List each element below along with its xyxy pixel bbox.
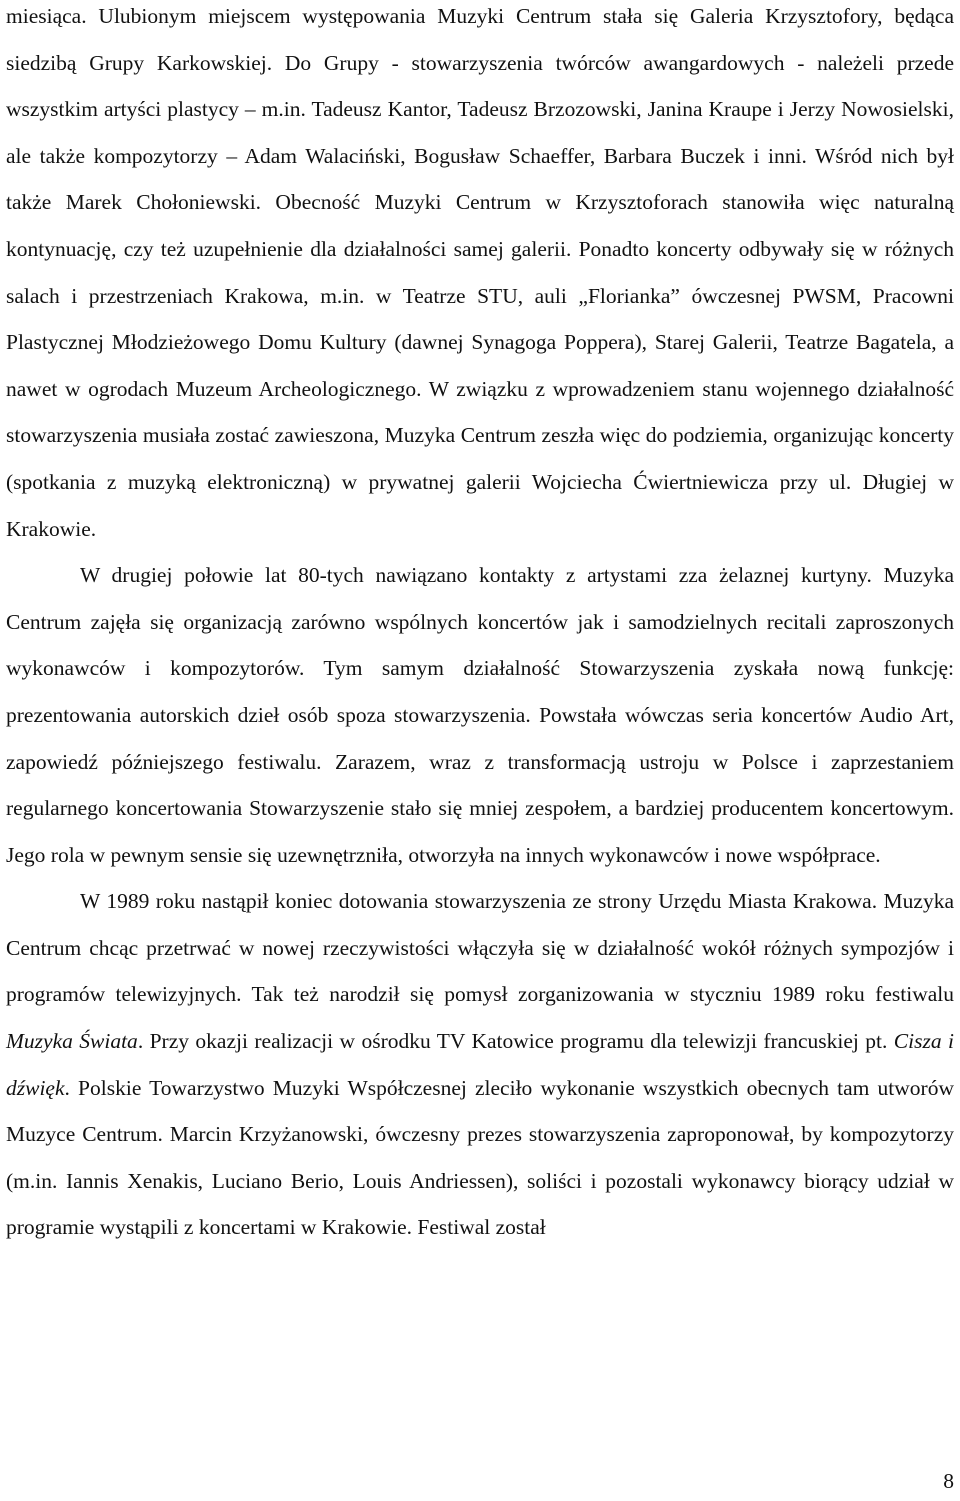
- paragraph-text: . Przy okazji realizacji w ośrodku TV Katowice programu dla telewizji francuskiej pt.: [137, 1029, 894, 1054]
- paragraph-text: W 1989 roku nastąpił koniec dotowania stowarzyszenia ze strony Urzędu Miasta Krakowa. Muzyka Centrum chcąc przetrwać w nowej rzeczywistości włączyła się w działalność wokół różnych sympozjów i programów telewizyjnych. Tak też narodził się pomysł zorganizowania w styczniu 1989 roku festiwalu: [6, 889, 954, 1007]
- italic-title-muzyka-swiata: Muzyka Świata: [6, 1029, 138, 1054]
- body-text: [6, 0, 954, 1251]
- paragraph-3: [6, 878, 954, 1251]
- paragraph-2: [6, 552, 954, 878]
- paragraph-text: miesiąca. Ulubionym miejscem występowania Muzyki Centrum stała się Galeria Krzysztofory, będąca siedzibą Grupy Karkowskiej. Do Grupy - stowarzyszenia twórców awangardowych - należeli przede wszystkim artyści plastycy – m.in. Tadeusz Kantor, Tadeusz Brzozowski, Janina Kraupe i Jerzy Nowosielski, ale także kompozytorzy – Adam Walaciński, Bogusław Schaeffer, Barbara Buczek i inni. Wśród nich był także Marek Chołoniewski. Obecność Muzyki Centrum w Krzysztoforach stanowiła więc naturalną kontynuację, czy też uzupełnienie dla działalności samej galerii. Ponadto koncerty odbywały się w różnych salach i przestrzeniach Krakowa, m.in. w Teatrze STU, auli „Florianka” ówczesnej PWSM, Pracowni Plastycznej Młodzieżowego Domu Kultury (dawnej Synagoga Poppera), Starej Galerii, Teatrze Bagatela, a nawet w ogrodach Muzeum Archeologicznego. W związku z wprowadzeniem stanu wojennego działalność stowarzyszenia musiała zostać zawieszona, Muzyka Centrum zeszła więc do podziemia, organizując koncerty (spotkania z muzyką elektroniczną) w prywatnej galerii Wojciecha Ćwiertniewicza przy ul. Długiej w Krakowie.: [6, 4, 954, 541]
- page-number: 8: [943, 1469, 954, 1493]
- paragraph-text: W drugiej połowie lat 80-tych nawiązano kontakty z artystami zza żelaznej kurtyny. Muzyka Centrum zajęła się organizacją zarówno wspólnych koncertów jak i samodzielnych recitali zaproszonych wykonawców i kompozytorów. Tym samym działalność Stowarzyszenia zyskała nową funkcję: prezentowania autorskich dzieł osób spoza stowarzyszenia. Powstała wówczas seria koncertów Audio Art, zapowiedź późniejszego festiwalu. Zarazem, wraz z transformacją ustroju w Polsce i zaprzestaniem regularnego koncertowania Stowarzyszenie stało się mniej zespołem, a bardziej producentem koncertowym. Jego rola w pewnym sensie się uzewnętrzniła, otworzyła na innych wykonawców i nowe współprace.: [6, 563, 954, 867]
- italic-title-cisza-i-dzwiek: Cisza i dźwięk: [6, 1029, 954, 1100]
- paragraph-1: [6, 0, 954, 552]
- paragraph-text: . Polskie Towarzystwo Muzyki Współczesnej zleciło wykonanie wszystkich obecnych tam utworów Muzyce Centrum. Marcin Krzyżanowski, ówczesny prezes stowarzyszenia zaproponował, by kompozytorzy (m.in. Iannis Xenakis, Luciano Berio, Louis Andriessen), soliści i pozostali wykonawcy biorący udział w programie wystąpili z koncertami w Krakowie. Festiwal został: [6, 1075, 954, 1240]
